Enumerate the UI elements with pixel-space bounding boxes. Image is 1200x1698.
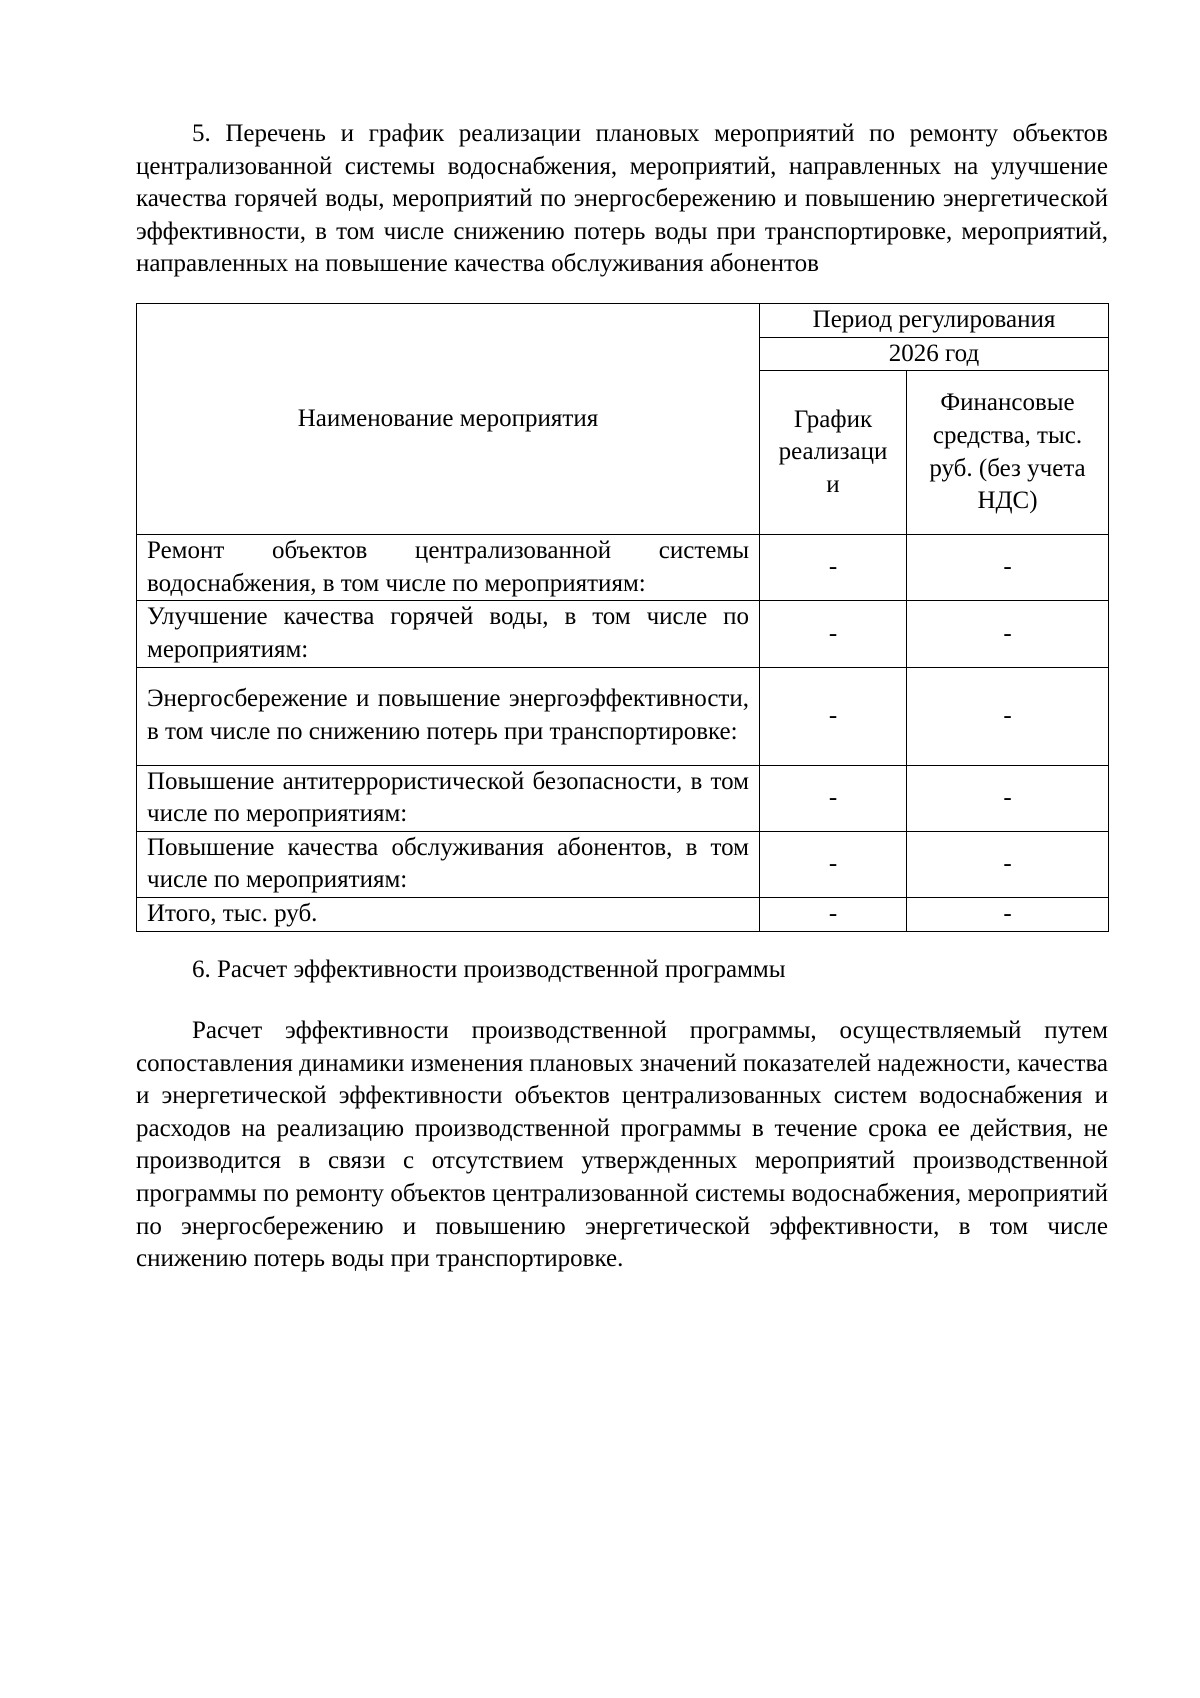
row-name: Повышение качества обслуживания абонентов, в том числе по мероприятиям: (137, 831, 760, 897)
table-total-row (137, 897, 1109, 931)
row-finance: - (907, 765, 1109, 831)
row-name: Энергосбережение и повышение энергоэффективности, в том числе по снижению потерь при транспортировке: (137, 667, 760, 765)
document-page (136, 118, 1108, 1276)
row-finance: - (907, 535, 1109, 601)
activities-table (136, 303, 1109, 932)
table-row (137, 601, 1109, 667)
row-schedule: - (760, 535, 907, 601)
row-schedule: - (760, 667, 907, 765)
header-period: Период регулирования (760, 303, 1109, 337)
row-schedule: - (760, 897, 907, 931)
row-finance: - (907, 667, 1109, 765)
row-finance: - (907, 897, 1109, 931)
section-5-heading: 5. Перечень и график реализации плановых мероприятий по ремонту объектов централизованной системы водоснабжения, мероприятий, направленных на улучшение качества горячей воды, мероприятий по энергосбережению и повышению энергетической эффективности, в том числе снижению потерь воды при транспортировке, мероприятий, направленных на повышение качества обслуживания абонентов (136, 120, 1108, 278)
row-finance: - (907, 601, 1109, 667)
table-row (137, 831, 1109, 897)
section-6-paragraph: Расчет эффективности производственной программы, осуществляемый путем сопоставления динамики изменения плановых значений показателей надежности, качества и энергетической эффективности объектов централизованных систем водоснабжения и расходов на реализацию производственной программы в течение срока ее действия, не производится в связи с отсутствием утвержденных мероприятий производственной программы по ремонту объектов централизованной системы водоснабжения, мероприятий по энергосбережению и повышению энергетической эффективности, в том числе снижению потерь воды при транспортировке. (136, 1017, 1109, 1273)
row-name: Повышение антитеррористической безопасности, в том числе по мероприятиям: (137, 765, 760, 831)
row-schedule: - (760, 601, 907, 667)
table-header-row (137, 303, 1109, 337)
row-schedule: - (760, 765, 907, 831)
header-schedule: График реализаци и (760, 371, 907, 535)
row-name: Улучшение качества горячей воды, в том числе по мероприятиям: (137, 601, 760, 667)
header-finance: Финансовые средства, тыс. руб. (без учета НДС) (907, 371, 1109, 535)
row-name: Ремонт объектов централизованной системы водоснабжения, в том числе по мероприятиям: (137, 535, 760, 601)
table-row (137, 667, 1109, 765)
row-finance: - (907, 831, 1109, 897)
section-6-heading: 6. Расчет эффективности производственной программы (192, 955, 786, 983)
table-row (137, 765, 1109, 831)
row-schedule: - (760, 831, 907, 897)
row-name: Итого, тыс. руб. (137, 897, 760, 931)
header-year: 2026 год (760, 337, 1109, 371)
table-row (137, 535, 1109, 601)
header-activity-name: Наименование мероприятия (137, 303, 760, 534)
